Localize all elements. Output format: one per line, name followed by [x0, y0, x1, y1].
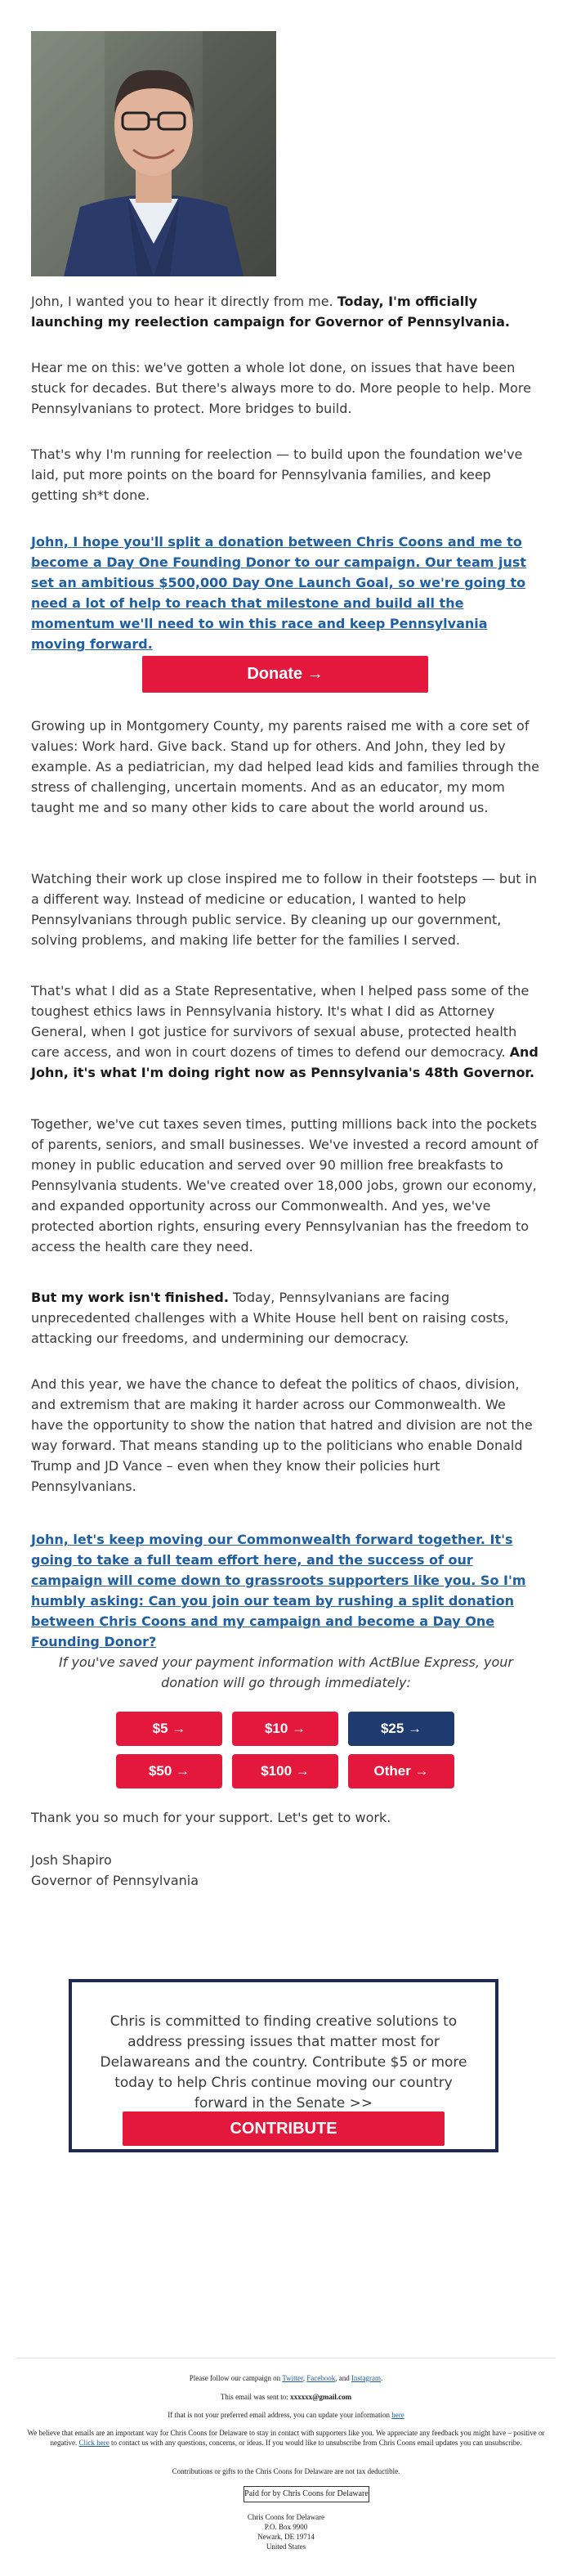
donation-ask-link[interactable]: John, I hope you'll split a donation between Chris Coons and me to become a Day One Founding Donor to our campaign. Our team just set an ambitious $500,000 Day One Launch Goal, so we're going to need a lot of help to reach that milestone and build all the momentum we'll need to win this race and keep Pennsylvania moving forward.	[31, 534, 527, 652]
donate-25-button[interactable]: $25 →	[348, 1712, 454, 1746]
twitter-link[interactable]: Twitter	[282, 2374, 303, 2382]
paragraph-3: That's why I'm running for reelection — to build upon the foundation we've laid, put more points on the board for Pennsylvania families, and keep getting sh*t done.	[31, 447, 523, 503]
paragraph-2: Hear me on this: we've gotten a whole lot done, on issues that have been stuck for decades. But there's always more to do. More people to help. More Pennsylvanians to protect. More bridges to build.	[31, 360, 531, 416]
signature-title: Governor of Pennsylvania	[31, 1873, 199, 1888]
contribute-box	[69, 1979, 498, 2152]
address-line-3: Newark, DE 19714	[257, 2533, 315, 2541]
donate-button[interactable]: Donate →	[142, 656, 428, 693]
candidate-photo	[31, 31, 276, 276]
paragraph-5: Watching their work up close inspired me to follow in their footsteps — but in a different way. Instead of medicine or education, I wanted to help Pennsylvanians through public service. By cleaning up our government, solving problems, and making life better for the families I served.	[31, 871, 538, 948]
update-here-link[interactable]: here	[391, 2411, 404, 2419]
paid-for-by: Paid for by Chris Coons for Delaware	[244, 2486, 369, 2502]
donate-50-button[interactable]: $50 →	[116, 1754, 222, 1788]
split-donation-link[interactable]: John, let's keep moving our Commonwealth forward together. It's going to take a full team effort here, and the success of our campaign will come down to grassroots supporters like you. So I'm humbly asking: Can you join our team by rushing a split donation between Chris Coons and my campaign and become a Day One Founding Donor?	[31, 1532, 526, 1649]
intro-paragraph: John, I wanted you to hear it directly from me. Today, I'm officially launching my reelection campaign for Governor of Pennsylvania.	[31, 294, 510, 330]
donate-100-button[interactable]: $100 →	[232, 1754, 338, 1788]
follow-campaign: Please follow our campaign on Twitter, Facebook, and Instagram.	[189, 2374, 383, 2382]
donate-other-button[interactable]: Other →	[348, 1754, 454, 1788]
paragraph-6: That's what I did as a State Representative, when I helped pass some of the toughest ethics laws in Pennsylvania history. It's what I did as Attorney General, when I got justice for survivors of sexual abuse, protected health care access, and won in court dozens of times to defend our democracy. And John, it's what I'm doing right now as Pennsylvania's 48th Governor.	[31, 983, 538, 1080]
paragraph-7: Together, we've cut taxes seven times, putting millions back into the pockets of parents, seniors, and small businesses. We've invested a record amount of money in public education and served over 90 million free breakfasts to Pennsylvania students. We've created over 18,000 jobs, grown our economy, and expanded opportunity across our Commonwealth. And yes, we've protected abortion rights, ensuring every Pennsylvanian has the freedom to access the health care they need.	[31, 1116, 538, 1254]
tax-notice: Contributions or gifts to the Chris Coons for Delaware are not tax deductible.	[172, 2467, 400, 2475]
paragraph-4: Growing up in Montgomery County, my parents raised me with a core set of values: Work hard. Give back. Stand up for others. And John, they led by example. As a pediatrician, my dad helped lead kids and families through the stress of challenging, uncertain moments. And as an educator, my mom taught me and so many other kids to care about the world around us.	[31, 718, 540, 815]
paragraph-9: And this year, we have the chance to defeat the politics of chaos, division, and extremism that are making it harder across our Commonwealth. We have the opportunity to show the nation that hatred and division are not the way forward. That means standing up to the politicians who enable Donald Trump and JD Vance – even when they know their policies hurt Pennsylvanians.	[31, 1376, 533, 1494]
email-feedback: We believe that emails are an important way for Chris Coons for Delaware to stay in contact with supporters like you. We appreciate any feedback you might have – positive or negative. Click here to contact us with any questions, concerns, or ideas. If you would like to unsubscribe from Chris Coons email updates you can unsubscribe.	[27, 2429, 545, 2447]
donate-10-button[interactable]: $10 →	[232, 1712, 338, 1746]
mailing-address	[25, 2512, 547, 2551]
contribute-button[interactable]: CONTRIBUTE	[123, 2112, 445, 2146]
address-line-4: United States	[266, 2542, 306, 2551]
paragraph-8: But my work isn't finished. Today, Pennsylvanians are facing unprecedented challenges with a White House hell bent on raising costs, attacking our freedoms, and undermining our democracy.	[31, 1290, 509, 1346]
address-line-2: P.O. Box 9900	[264, 2523, 308, 2531]
instagram-link[interactable]: Instagram	[351, 2374, 382, 2382]
contribute-box-text: Chris is committed to finding creative solutions to address pressing issues that matter most for Delawareans and the country. Contribute $5 or more today to help Chris continue moving our country forward in the Senate >>	[100, 2013, 467, 2112]
facebook-link[interactable]: Facebook	[306, 2374, 336, 2382]
recipient-email: xxxxxx@gmail.com	[290, 2393, 352, 2401]
signature-name: Josh Shapiro	[31, 1852, 112, 1868]
thanks-line: Thank you so much for your support. Let's get to work.	[31, 1810, 391, 1825]
address-line-1: Chris Coons for Delaware	[247, 2513, 325, 2521]
actblue-note: If you've saved your payment information with ActBlue Express, your donation will go through immediately:	[59, 1654, 513, 1690]
sent-to: This email was sent to: xxxxxx@gmail.com	[220, 2393, 352, 2401]
donate-5-button[interactable]: $5 →	[116, 1712, 222, 1746]
update-info: If that is not your preferred email address, you can update your information here	[168, 2411, 404, 2419]
click-here-link[interactable]: Click here	[78, 2439, 109, 2447]
